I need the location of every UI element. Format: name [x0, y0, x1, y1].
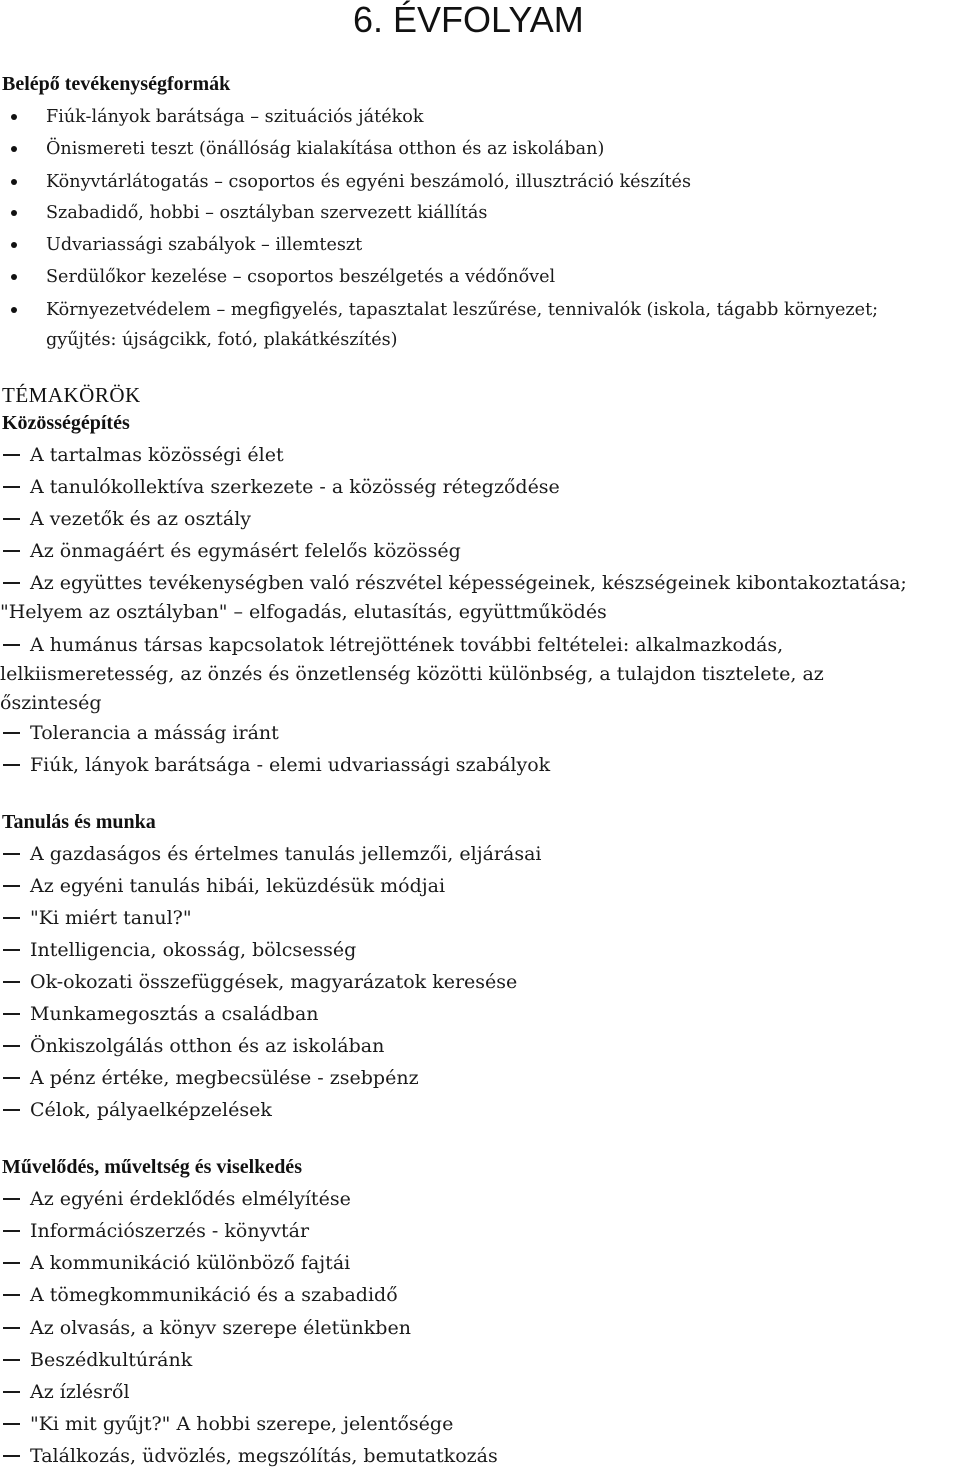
- dash-icon: [3, 486, 20, 488]
- dash-icon: [3, 885, 20, 887]
- list-item-text: A tömegkommunikáció és a szabadidő: [30, 1284, 398, 1306]
- page-title: 6. ÉVFOLYAM: [353, 0, 584, 40]
- list-item-text: gyűjtés: újságcikk, fotó, plakátkészítés): [46, 330, 398, 350]
- dash-icon: [3, 949, 20, 951]
- list-item-text: Beszédkultúránk: [30, 1349, 193, 1371]
- list-item-text: Szabadidő, hobbi – osztályban szervezett kiállítás: [46, 203, 488, 223]
- dash-icon: [3, 853, 20, 855]
- list-item-text: A kommunikáció különböző fajtái: [30, 1252, 351, 1274]
- dash-icon: [3, 1109, 20, 1111]
- dash-icon: [3, 1077, 20, 1079]
- dash-icon: [3, 1230, 20, 1232]
- bullet-icon: [11, 307, 17, 313]
- list-item-text: A tanulókollektíva szerkezete - a közösség rétegződése: [30, 476, 560, 498]
- list-item-text: őszinteség: [0, 692, 102, 714]
- dash-icon: [3, 981, 20, 983]
- learning-heading: Tanulás és munka: [2, 811, 156, 833]
- dash-icon: [3, 1359, 20, 1361]
- list-item-text: "Ki mit gyűjt?" A hobbi szerepe, jelentősége: [30, 1413, 454, 1435]
- list-item-text: A pénz értéke, megbecsülése - zsebpénz: [30, 1067, 419, 1089]
- dash-icon: [3, 1391, 20, 1393]
- list-item-text: A gazdaságos és értelmes tanulás jellemzői, eljárásai: [30, 843, 542, 865]
- bullet-icon: [11, 242, 17, 248]
- dash-icon: [3, 1423, 20, 1425]
- dash-icon: [3, 1455, 20, 1457]
- list-item-text: lelkiismeretesség, az önzés és önzetlenség közötti különbség, a tulajdon tisztelete, az: [0, 663, 824, 685]
- dash-icon: [3, 732, 20, 734]
- dash-icon: [3, 1045, 20, 1047]
- list-item-text: Könyvtárlátogatás – csoportos és egyéni beszámoló, illusztráció készítés: [46, 172, 691, 192]
- list-item-text: Információszerzés - könyvtár: [30, 1220, 310, 1242]
- bullet-icon: [11, 274, 17, 280]
- dash-icon: [3, 550, 20, 552]
- list-item-text: Serdülőkor kezelése – csoportos beszélgetés a védőnővel: [46, 267, 556, 287]
- list-item-text: Találkozás, üdvözlés, megszólítás, bemutatkozás: [30, 1445, 498, 1467]
- list-item-text: "Ki miért tanul?": [30, 907, 192, 929]
- topics-heading: TÉMAKÖRÖK: [2, 383, 141, 407]
- list-item-text: Munkamegosztás a családban: [30, 1003, 319, 1025]
- list-item-text: Udvariassági szabályok – illemteszt: [46, 235, 363, 255]
- dash-icon: [3, 917, 20, 919]
- list-item-text: Önkiszolgálás otthon és az iskolában: [30, 1035, 385, 1057]
- activities-heading: Belépő tevékenységformák: [2, 73, 231, 95]
- list-item-text: "Helyem az osztályban" – elfogadás, elutasítás, együttműködés: [0, 601, 607, 623]
- dash-icon: [3, 764, 20, 766]
- bullet-icon: [11, 179, 17, 185]
- list-item-text: Intelligencia, okosság, bölcsesség: [30, 939, 357, 961]
- dash-icon: [3, 1327, 20, 1329]
- list-item-text: Az együttes tevékenységben való részvétel képességeinek, készségeinek kibontakoztatása;: [30, 572, 907, 594]
- list-item-text: Az olvasás, a könyv szerepe életünkben: [30, 1317, 411, 1339]
- list-item-text: Az egyéni érdeklődés elmélyítése: [30, 1188, 351, 1210]
- list-item-text: Az ízlésről: [30, 1381, 130, 1403]
- dash-icon: [3, 454, 20, 456]
- list-item-text: Önismereti teszt (önállóság kialakítása otthon és az iskolában): [46, 139, 605, 159]
- community-heading: Közösségépítés: [2, 412, 130, 434]
- list-item-text: Az egyéni tanulás hibái, leküzdésük módjai: [30, 875, 446, 897]
- dash-icon: [3, 1198, 20, 1200]
- bullet-icon: [11, 146, 17, 152]
- list-item-text: Célok, pályaelképzelések: [30, 1099, 272, 1121]
- dash-icon: [3, 1262, 20, 1264]
- list-item-text: Fiúk, lányok barátsága - elemi udvariassági szabályok: [30, 754, 551, 776]
- bullet-icon: [11, 114, 17, 120]
- list-item-text: Tolerancia a másság iránt: [30, 722, 279, 744]
- list-item-text: A vezetők és az osztály: [30, 508, 252, 530]
- bullet-icon: [11, 210, 17, 216]
- dash-icon: [3, 1013, 20, 1015]
- list-item-text: Az önmagáért és egymásért felelős közösség: [30, 540, 461, 562]
- list-item-text: Környezetvédelem – megfigyelés, tapasztalat leszűrése, tennivalók (iskola, tágabb környezet;: [46, 300, 879, 320]
- dash-icon: [3, 518, 20, 520]
- culture-heading: Művelődés, műveltség és viselkedés: [2, 1156, 302, 1178]
- dash-icon: [3, 1294, 20, 1296]
- list-item-text: Ok-okozati összefüggések, magyarázatok keresése: [30, 971, 518, 993]
- dash-icon: [3, 644, 20, 646]
- dash-icon: [3, 582, 20, 584]
- list-item-text: A humánus társas kapcsolatok létrejöttének további feltételei: alkalmazkodás,: [30, 634, 784, 656]
- list-item-text: Fiúk-lányok barátsága – szituációs játékok: [46, 107, 424, 127]
- list-item-text: A tartalmas közösségi élet: [30, 444, 284, 466]
